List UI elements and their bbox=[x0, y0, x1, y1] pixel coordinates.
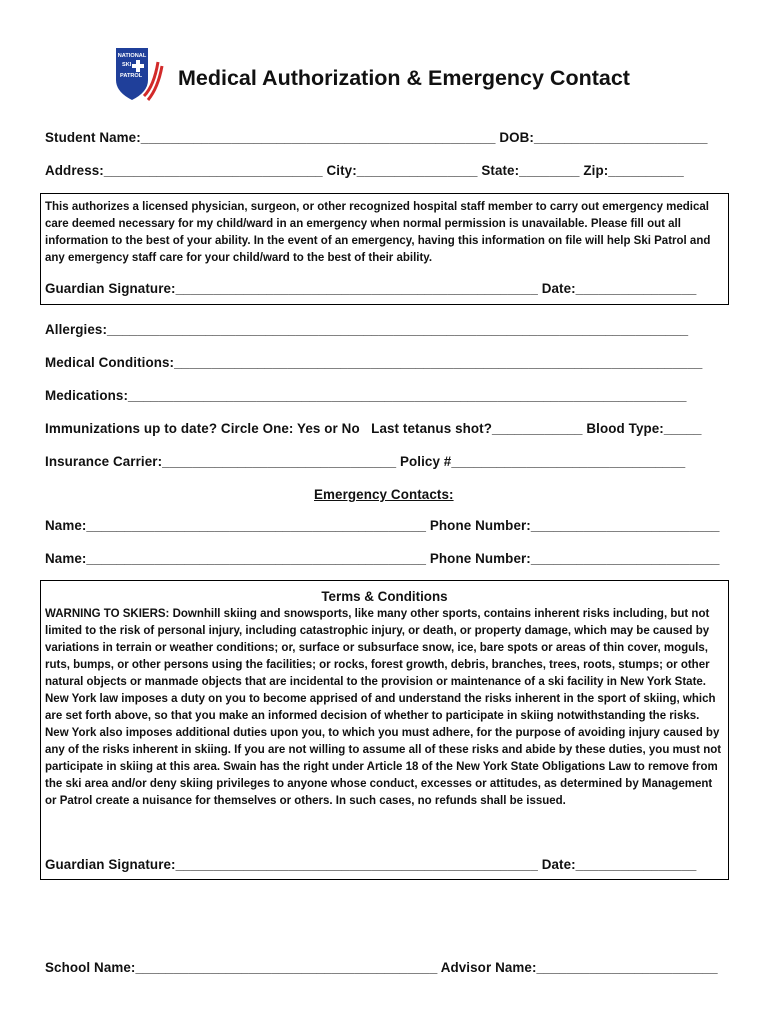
national-ski-patrol-logo bbox=[114, 46, 164, 102]
address-city-state-zip-field[interactable]: Address:_____________________________ City:________________ State:________ Zip:__________ bbox=[45, 163, 684, 178]
page-title: Medical Authorization & Emergency Contact bbox=[178, 66, 630, 90]
allergies-field[interactable]: Allergies:_____________________________________________________________________________ bbox=[45, 322, 689, 337]
emergency-contact-1-field[interactable]: Name:_____________________________________________ Phone Number:_________________________ bbox=[45, 518, 720, 533]
medications-field[interactable]: Medications:__________________________________________________________________________ bbox=[45, 388, 687, 403]
logo-text-ski: SKI bbox=[122, 62, 132, 68]
insurance-policy-field[interactable]: Insurance Carrier:_______________________________ Policy #_______________________________ bbox=[45, 454, 686, 469]
terms-text: WARNING TO SKIERS: Downhill skiing and snowsports, like many other sports, contains inherent risks including, but not limited to the risk of personal injury, including catastrophic injury, or death, or property damage, which may be caused by variations in terrain or weather conditions; or, surface or subsurface snow, ice, bare spots or areas of thin cover, moguls, ruts, bumps, or other persons using the facilities; or rocks, forest growth, debris, branches, trees, roots, stumps; or other natural objects or manmade objects that are incidental to the provision or maintenance of a ski facility in New York State. New York law imposes a duty on you to become apprised of and understand the risks inherent in the sport of skiing, which are set forth above, so that you make an informed decision of whether to participate in skiing notwithstanding the risks. New York also imposes additional duties upon you, to which you must adhere, for the purpose of avoiding injury caused by any of the risks inherent in skiing. If you are not willing to assume all of these risks and abide by these duties, you must not participate in skiing at this area. Swain has the right under Article 18 of the New York State Obligations Law to remove from the ski area and/or deny skiing privileges to anyone whose conduct, excesses or attitudes, as determined by Management or Patrol create a nuisance for themselves or others. In such cases, no refunds shall be issued. bbox=[45, 608, 722, 807]
medical-conditions-field[interactable]: Medical Conditions:______________________________________________________________________ bbox=[45, 355, 703, 370]
logo-text-national: NATIONAL bbox=[117, 53, 147, 59]
emergency-contact-2-field[interactable]: Name:_____________________________________________ Phone Number:_________________________ bbox=[45, 551, 720, 566]
authorization-text: This authorizes a licensed physician, surgeon, or other recognized hospital staff member to carry out emergency medical care deemed necessary for my child/ward in an emergency when normal permission is unavailable. Please fill out all information to the best of your ability. In the event of an emergency, having this information on file will help Ski Patrol and any emergency staff care for your child/ward to the best of their ability. bbox=[45, 201, 711, 264]
student-name-dob-field[interactable]: Student Name:_______________________________________________ DOB:_______________________ bbox=[45, 130, 708, 145]
logo-text-patrol: PATROL bbox=[120, 73, 143, 79]
terms-title: Terms & Conditions bbox=[321, 589, 448, 604]
guardian-signature-field-1[interactable]: Guardian Signature:________________________________________________ Date:________________ bbox=[45, 281, 697, 296]
school-advisor-field[interactable]: School Name:________________________________________ Advisor Name:________________________ bbox=[45, 960, 718, 975]
immunizations-tetanus-blood-field[interactable]: Immunizations up to date? Circle One: Yes or No Last tetanus shot?____________ Blood Type:_____ bbox=[45, 421, 702, 436]
guardian-signature-field-2[interactable]: Guardian Signature:________________________________________________ Date:________________ bbox=[45, 857, 697, 872]
emergency-contacts-heading: Emergency Contacts: bbox=[314, 487, 454, 502]
